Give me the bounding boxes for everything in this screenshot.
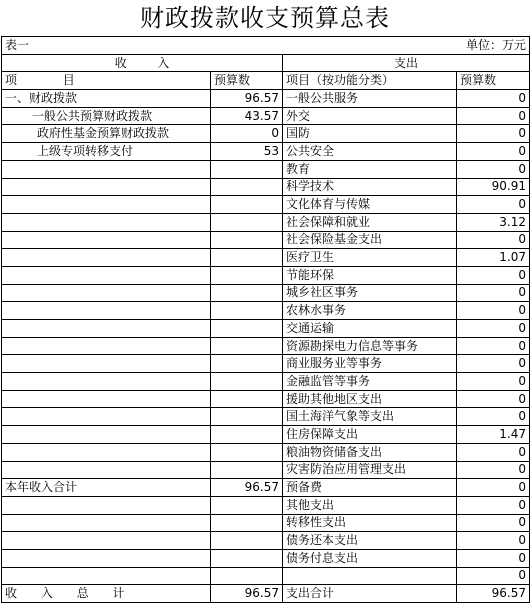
expense-item-cell: 商业服务业等事务	[283, 355, 457, 373]
income-value-cell	[211, 178, 283, 196]
income-item-cell: 本年收入合计	[2, 479, 211, 497]
expense-value-cell: 0	[457, 196, 530, 214]
expense-item-cell: 资源勘探电力信息等事务	[283, 337, 457, 355]
income-value-cell	[211, 355, 283, 373]
report-title: 财政拨款收支预算总表	[140, 4, 390, 32]
table-row	[2, 479, 530, 497]
expense-item-cell: 其他支出	[283, 496, 457, 514]
income-item-cell	[2, 390, 211, 408]
income-value-cell	[211, 390, 283, 408]
expense-budget-header: 预算数	[457, 72, 530, 90]
column-header-row	[2, 72, 530, 90]
expense-value-cell: 0	[457, 479, 530, 497]
expense-value-cell: 0	[457, 567, 530, 585]
expense-item-cell: 交通运输	[283, 320, 457, 338]
table-row	[2, 160, 530, 178]
income-item-cell	[2, 567, 211, 585]
budget-table-body	[2, 37, 530, 603]
income-item-cell	[2, 514, 211, 532]
income-item-cell	[2, 496, 211, 514]
expense-value-cell: 0	[457, 266, 530, 284]
income-value-cell	[211, 514, 283, 532]
income-item-cell	[2, 160, 211, 178]
expense-value-cell: 0	[457, 143, 530, 161]
expense-item-cell: 粮油物资储备支出	[283, 443, 457, 461]
table-row	[2, 355, 530, 373]
income-value-cell: 96.57	[211, 479, 283, 497]
income-value-cell	[211, 266, 283, 284]
expense-value-cell: 0	[457, 107, 530, 125]
expense-value-cell: 0	[457, 160, 530, 178]
income-value-cell	[211, 196, 283, 214]
table-row	[2, 107, 530, 125]
income-value-cell	[211, 496, 283, 514]
income-item-cell: 一、财政拨款	[2, 90, 211, 108]
expense-item-cell: 债务还本支出	[283, 532, 457, 550]
income-value-cell	[211, 337, 283, 355]
table-row	[2, 390, 530, 408]
expense-item-cell: 农林水事务	[283, 302, 457, 320]
income-budget-header: 预算数	[211, 72, 283, 90]
income-item-cell	[2, 532, 211, 550]
expense-value-cell: 0	[457, 443, 530, 461]
expense-item-cell: 社会保障和就业	[283, 213, 457, 231]
expense-value-cell: 0	[457, 337, 530, 355]
expense-value-cell: 0	[457, 90, 530, 108]
expense-value-cell: 0	[457, 461, 530, 479]
total-expense-label: 支出合计	[283, 585, 457, 603]
totals-row	[2, 585, 530, 603]
income-value-cell: 43.57	[211, 107, 283, 125]
table-row	[2, 125, 530, 143]
expense-item-cell: 教育	[283, 160, 457, 178]
header-row-meta	[2, 37, 530, 55]
expense-value-cell: 0	[457, 231, 530, 249]
expense-item-cell: 国防	[283, 125, 457, 143]
budget-table	[1, 36, 530, 603]
expense-item-cell: 城乡社区事务	[283, 284, 457, 302]
table-row	[2, 549, 530, 567]
expense-item-cell: 外交	[283, 107, 457, 125]
total-income-label: 收 入 总 计	[2, 585, 211, 603]
income-value-cell	[211, 213, 283, 231]
table-row	[2, 302, 530, 320]
income-value-cell	[211, 284, 283, 302]
income-section-header: 收 入	[2, 54, 283, 72]
income-item-cell	[2, 302, 211, 320]
income-value-cell	[211, 160, 283, 178]
expense-value-cell: 0	[457, 320, 530, 338]
expense-value-cell: 0	[457, 373, 530, 391]
table-row	[2, 178, 530, 196]
expense-item-cell	[283, 567, 457, 585]
income-item-cell: 一般公共预算财政拨款	[2, 107, 211, 125]
expense-item-cell: 灾害防治应用管理支出	[283, 461, 457, 479]
income-item-cell	[2, 178, 211, 196]
income-value-cell: 53	[211, 143, 283, 161]
expense-item-cell: 援助其他地区支出	[283, 390, 457, 408]
income-item-header: 项 目	[2, 72, 211, 90]
expense-value-cell: 0	[457, 390, 530, 408]
expense-value-cell: 3.12	[457, 213, 530, 231]
table-row	[2, 373, 530, 391]
table-row	[2, 443, 530, 461]
table-row	[2, 90, 530, 108]
expense-value-cell: 1.07	[457, 249, 530, 267]
income-value-cell	[211, 408, 283, 426]
table-row	[2, 408, 530, 426]
income-item-cell	[2, 355, 211, 373]
expense-item-cell: 转移性支出	[283, 514, 457, 532]
table-row	[2, 320, 530, 338]
income-item-cell	[2, 549, 211, 567]
income-item-cell	[2, 408, 211, 426]
expense-value-cell: 0	[457, 408, 530, 426]
income-value-cell	[211, 461, 283, 479]
income-value-cell	[211, 443, 283, 461]
income-value-cell	[211, 231, 283, 249]
income-item-cell	[2, 284, 211, 302]
income-item-cell	[2, 266, 211, 284]
expense-item-cell: 一般公共服务	[283, 90, 457, 108]
income-value-cell	[211, 549, 283, 567]
income-item-cell: 政府性基金预算财政拨款	[2, 125, 211, 143]
table-row	[2, 426, 530, 444]
income-item-cell: 上级专项转移支付	[2, 143, 211, 161]
expense-item-cell: 预备费	[283, 479, 457, 497]
income-value-cell: 96.57	[211, 90, 283, 108]
table-row	[2, 532, 530, 550]
table-row	[2, 284, 530, 302]
expense-value-cell: 0	[457, 125, 530, 143]
table-row	[2, 514, 530, 532]
income-value-cell	[211, 249, 283, 267]
table-row	[2, 337, 530, 355]
expense-value-cell: 0	[457, 355, 530, 373]
table-row	[2, 567, 530, 585]
table-row	[2, 213, 530, 231]
expense-value-cell: 0	[457, 549, 530, 567]
income-item-cell	[2, 213, 211, 231]
expense-item-cell: 住房保障支出	[283, 426, 457, 444]
income-item-cell	[2, 373, 211, 391]
expense-item-header: 项目（按功能分类）	[283, 72, 457, 90]
expense-value-cell: 0	[457, 532, 530, 550]
income-item-cell	[2, 443, 211, 461]
table-row	[2, 143, 530, 161]
income-value-cell	[211, 532, 283, 550]
income-value-cell	[211, 302, 283, 320]
income-value-cell	[211, 426, 283, 444]
income-value-cell	[211, 373, 283, 391]
income-item-cell	[2, 249, 211, 267]
table-row	[2, 461, 530, 479]
table-row	[2, 231, 530, 249]
table-row	[2, 196, 530, 214]
expense-item-cell: 文化体育与传媒	[283, 196, 457, 214]
expense-value-cell: 0	[457, 284, 530, 302]
expense-value-cell: 90.91	[457, 178, 530, 196]
expense-item-cell: 科学技术	[283, 178, 457, 196]
income-value-cell	[211, 567, 283, 585]
expense-value-cell: 1.47	[457, 426, 530, 444]
expense-item-cell: 公共安全	[283, 143, 457, 161]
income-value-cell	[211, 320, 283, 338]
expense-item-cell: 社会保险基金支出	[283, 231, 457, 249]
expense-value-cell: 0	[457, 514, 530, 532]
table-row	[2, 249, 530, 267]
table-row	[2, 496, 530, 514]
expense-item-cell: 金融监管等事务	[283, 373, 457, 391]
section-row	[2, 54, 530, 72]
unit-label: 单位：万元	[211, 37, 530, 55]
expense-item-cell: 国土海洋气象等支出	[283, 408, 457, 426]
income-item-cell	[2, 337, 211, 355]
expense-item-cell: 债务付息支出	[283, 549, 457, 567]
income-item-cell	[2, 320, 211, 338]
income-item-cell	[2, 461, 211, 479]
table-number: 表一	[2, 37, 211, 55]
income-item-cell	[2, 426, 211, 444]
total-expense-value: 96.57	[457, 585, 530, 603]
total-income-value: 96.57	[211, 585, 283, 603]
expense-section-header: 支出	[283, 54, 530, 72]
expense-item-cell: 节能环保	[283, 266, 457, 284]
expense-value-cell: 0	[457, 496, 530, 514]
income-item-cell	[2, 231, 211, 249]
table-row	[2, 266, 530, 284]
expense-value-cell: 0	[457, 302, 530, 320]
income-value-cell: 0	[211, 125, 283, 143]
income-item-cell	[2, 196, 211, 214]
expense-item-cell: 医疗卫生	[283, 249, 457, 267]
